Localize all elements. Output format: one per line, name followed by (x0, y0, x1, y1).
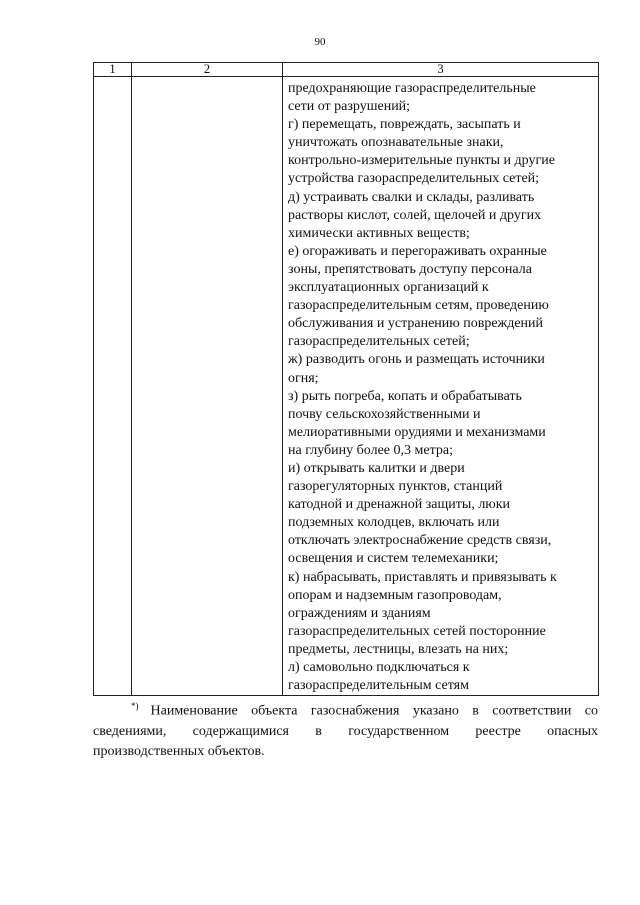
text-line: сети от разрушений; (288, 99, 411, 115)
table-cell-col1 (94, 77, 132, 696)
text-line: газораспределительных сетей; (288, 334, 470, 350)
page-number: 90 (314, 36, 326, 48)
table-row (94, 77, 599, 696)
text-line: газораспределительным сетям, проведению (288, 298, 549, 314)
text-line: д) устраивать свалки и склады, разливать (288, 189, 535, 205)
footnote-text: Наименование объекта газоснабжения указано в соответствии со сведениями, содержащимися в государственном реестре опасных производственных объектов. (93, 703, 598, 759)
text-line: предметы, лестницы, влезать на них; (288, 641, 509, 657)
text-line: отключать электроснабжение средств связи, (288, 533, 552, 549)
text-line: г) перемещать, повреждать, засыпать и (288, 117, 521, 133)
footnote (93, 696, 598, 762)
text-line: газораспределительных сетей посторонние (288, 623, 546, 639)
text-line: з) рыть погреба, копать и обрабатывать (288, 388, 522, 404)
text-line: опорам и надземным газопроводам, (288, 587, 502, 603)
column-header-1: 1 (94, 63, 132, 77)
text-line: устройства газораспределительных сетей; (288, 171, 540, 187)
text-line: е) огораживать и перегораживать охранные (288, 243, 547, 259)
footnote-marker: *) (131, 701, 139, 711)
text-line: л) самовольно подключаться к (288, 660, 470, 675)
text-line: освещения и систем телемеханики; (288, 551, 499, 567)
text-line: огня; (288, 370, 319, 386)
document-table (93, 62, 599, 696)
text-line: уничтожать опознавательные знаки, (288, 135, 504, 151)
text-line: зоны, препятствовать доступу персонала (288, 261, 532, 277)
text-line: подземных колодцев, включать или (288, 515, 500, 531)
table-header-row (94, 63, 599, 77)
text-line: ж) разводить огонь и размещать источники (288, 352, 545, 368)
text-line: растворы кислот, солей, щелочей и других (288, 207, 542, 223)
text-line: почву сельскохозяйственными и (288, 406, 481, 422)
text-line: катодной и дренажной защиты, люки (288, 497, 511, 513)
text-line: к) набрасывать, приставлять и привязывать к (288, 569, 557, 585)
column-header-3: 3 (283, 63, 599, 77)
column-header-2: 2 (132, 63, 283, 77)
table-cell-col2 (132, 77, 283, 696)
text-line: эксплуатационных организаций к (288, 280, 489, 296)
text-line: контрольно-измерительные пункты и другие (288, 153, 555, 169)
text-line: на глубину более 0,3 метра; (288, 442, 453, 458)
table-cell-col3 (283, 77, 599, 696)
text-line: мелиоративными орудиями и механизмами (288, 424, 546, 440)
text-line: газорегуляторных пунктов, станций (288, 479, 503, 495)
text-line: и) открывать калитки и двери (288, 460, 465, 476)
text-line: ограждениям и зданиям (288, 605, 431, 621)
text-line: обслуживания и устранению повреждений (288, 316, 544, 332)
text-line: газораспределительным сетям (288, 678, 469, 694)
prohibitions-text (283, 77, 598, 695)
text-line: химически активных веществ; (288, 225, 470, 241)
text-line: предохраняющие газораспределительные (288, 81, 536, 96)
